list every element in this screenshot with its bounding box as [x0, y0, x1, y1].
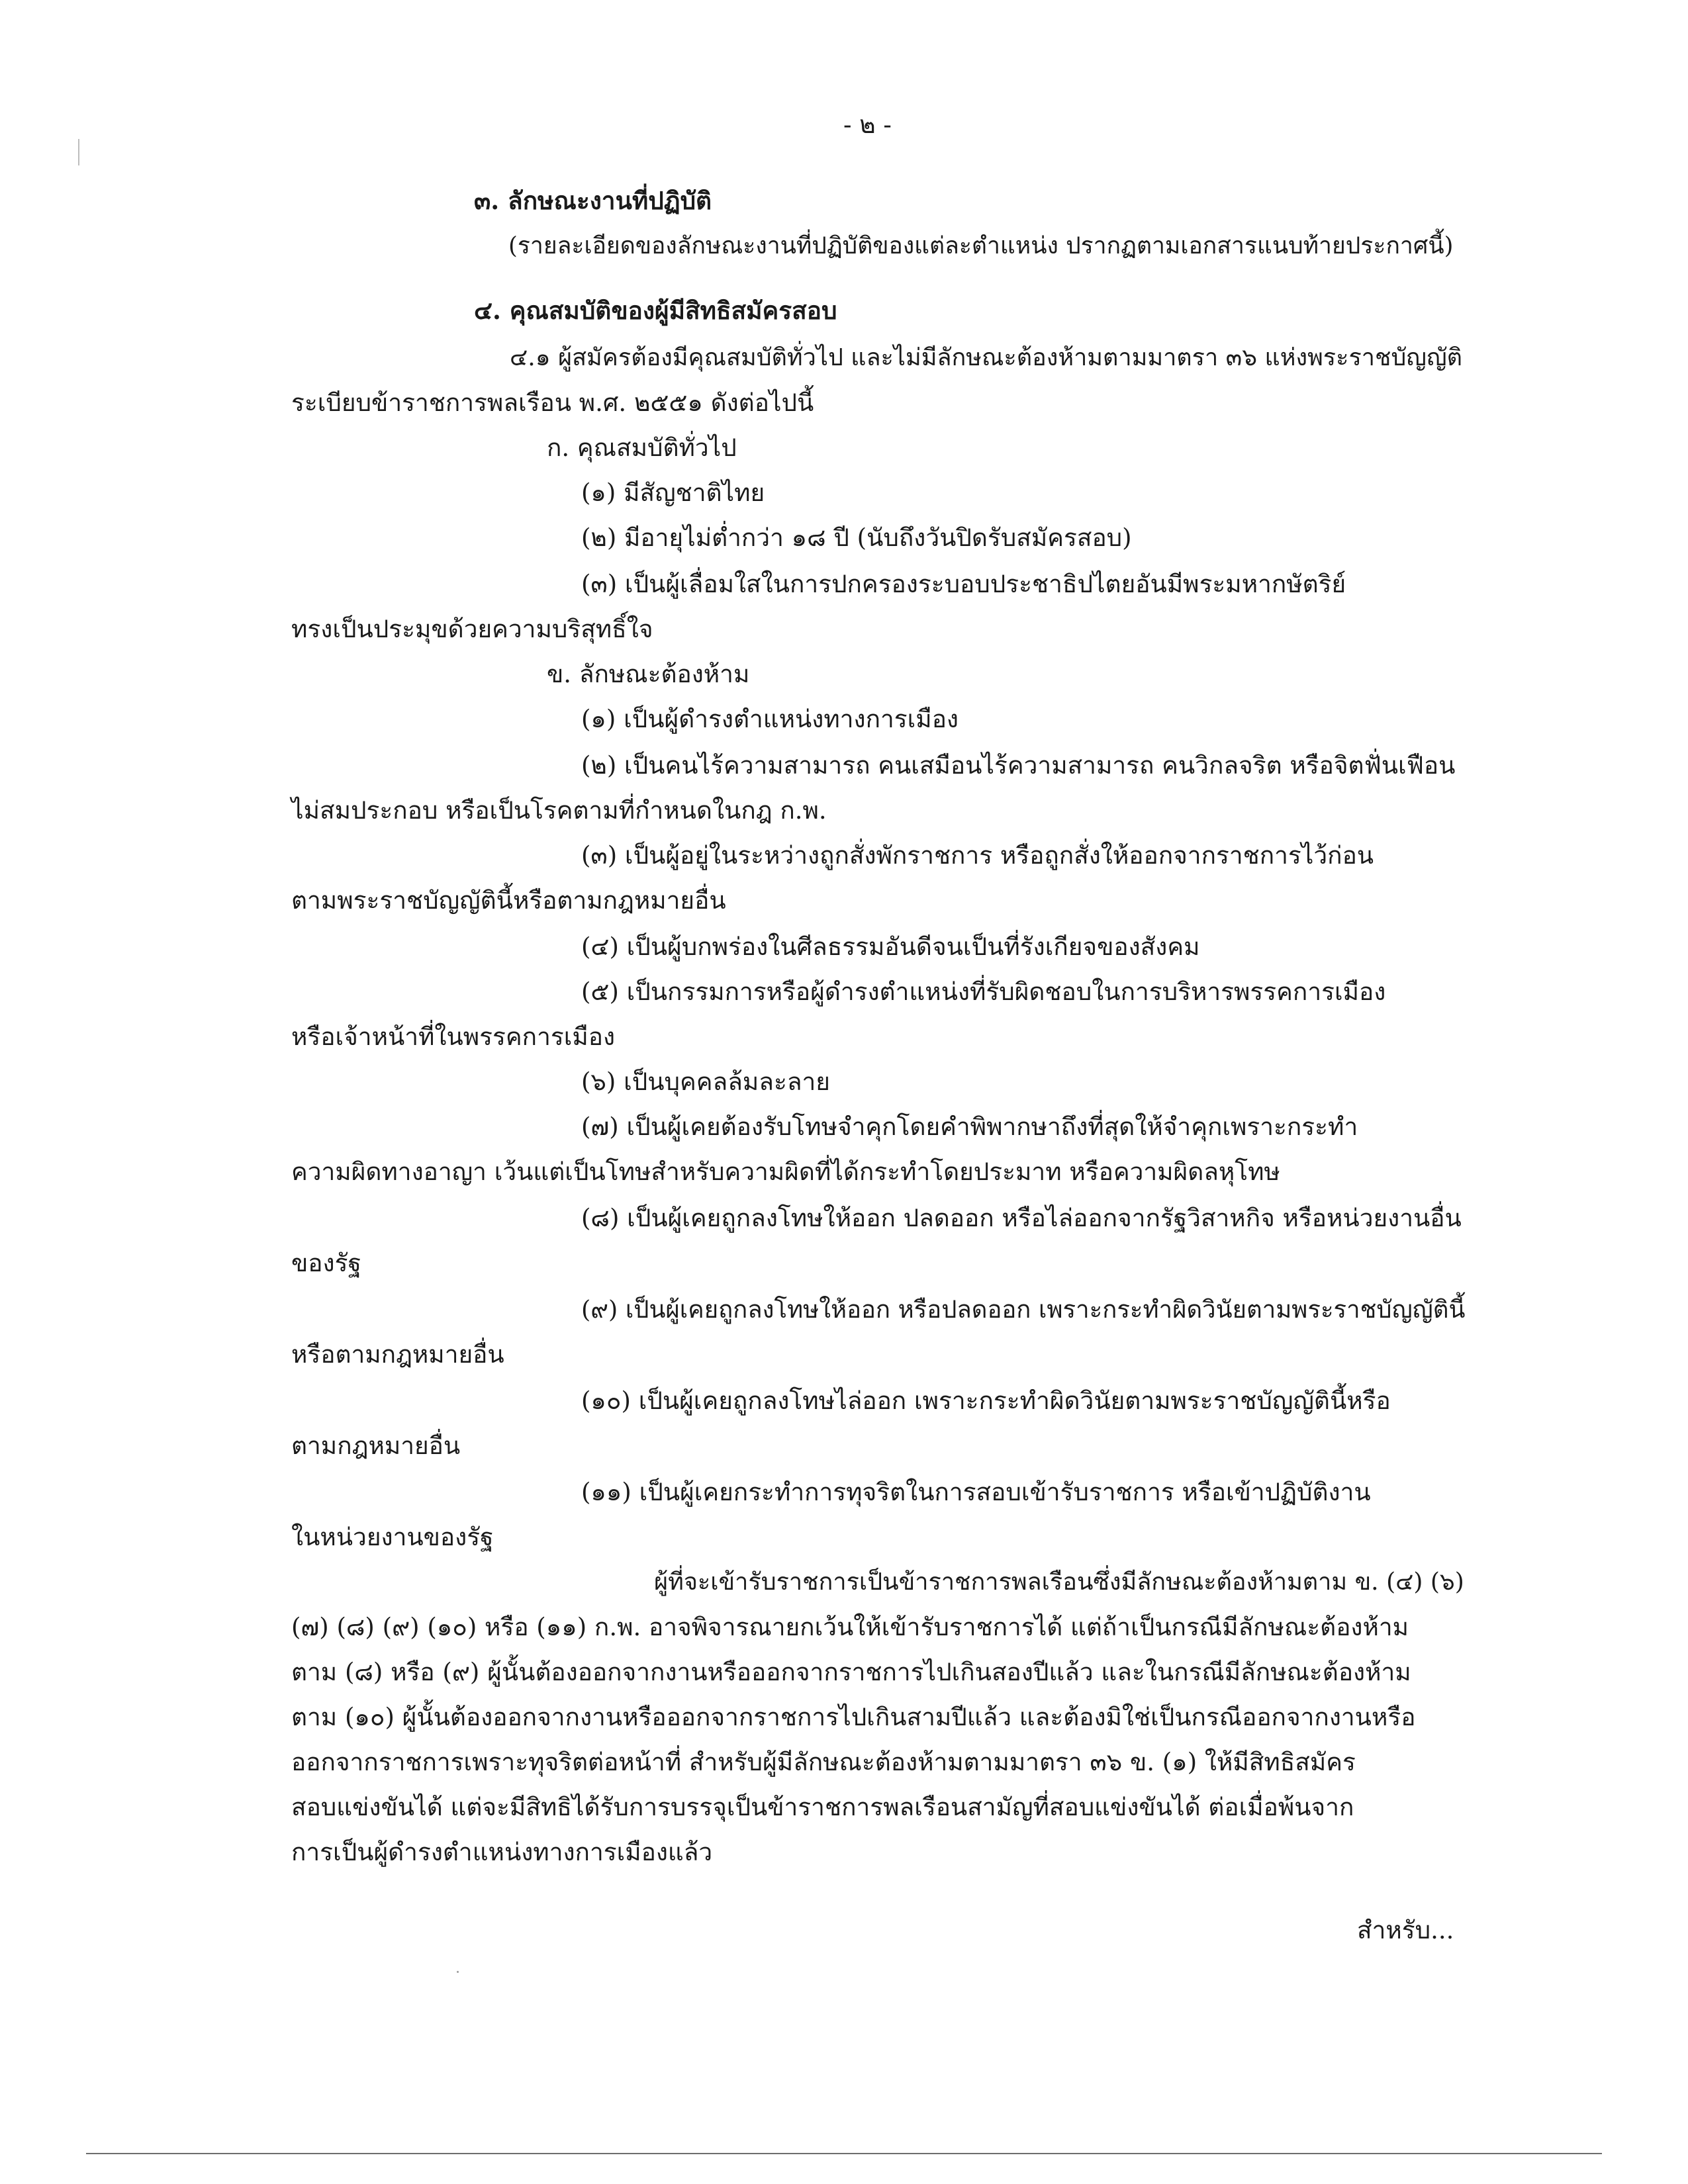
general-qualifications-title: ก. คุณสมบัติทั่วไป — [547, 433, 737, 462]
exemption-line-5: ออกจากราชการเพราะทุจริตต่อหน้าที่ สำหรับผู้มีลักษณะต้องห้ามตามมาตรา ๓๖ ข. (๑) ให้มีสิทธิสมัคร — [291, 1748, 1356, 1776]
prohibited-item-1: (๑) เป็นผู้ดำรงตำแหน่งทางการเมือง — [581, 705, 959, 733]
general-item-1: (๑) มีสัญชาติไทย — [581, 478, 765, 507]
exemption-line-4: ตาม (๑๐) ผู้นั้นต้องออกจากงานหรือออกจากราชการไปเกินสามปีแล้ว และต้องมิใช่เป็นกรณีออกจากงานหรือ — [291, 1703, 1416, 1731]
prohibited-item-7-cont: ความผิดทางอาญา เว้นแต่เป็นโทษสำหรับความผิดที่ได้กระทำโดยประมาท หรือความผิดลหุโทษ — [291, 1158, 1280, 1186]
exemption-line-6: สอบแข่งขันได้ แต่จะมีสิทธิได้รับการบรรจุเป็นข้าราชการพลเรือนสามัญที่สอบแข่งขันได้ ต่อเมื่อพ้นจาก — [291, 1793, 1354, 1821]
prohibited-item-5-cont: หรือเจ้าหน้าที่ในพรรคการเมือง — [291, 1023, 616, 1051]
prohibited-item-2: (๒) เป็นคนไร้ความสามารถ คนเสมือนไร้ความสามารถ คนวิกลจริต หรือจิตฟั่นเฟือน — [581, 751, 1456, 780]
exemption-line-1: ผู้ที่จะเข้ารับราชการเป็นข้าราชการพลเรือนซึ่งมีลักษณะต้องห้ามตาม ข. (๔) (๖) — [654, 1569, 1464, 1596]
exemption-line-7: การเป็นผู้ดำรงตำแหน่งทางการเมืองแล้ว — [291, 1838, 713, 1866]
section-4-1-line-1: ๔.๑ ผู้สมัครต้องมีคุณสมบัติทั่วไป และไม่มีลักษณะต้องห้ามตามมาตรา ๓๖ แห่งพระราชบัญญัติ — [510, 344, 1463, 371]
prohibited-item-7: (๗) เป็นผู้เคยต้องรับโทษจำคุกโดยคำพิพากษาถึงที่สุดให้จำคุกเพราะกระทำ — [581, 1113, 1358, 1141]
general-item-3: (๓) เป็นผู้เลื่อมใสในการปกครองระบอบประชาธิปไตยอันมีพระมหากษัตริย์ — [581, 570, 1346, 598]
prohibited-item-11-cont: ในหน่วยงานของรัฐ — [291, 1523, 494, 1551]
prohibited-item-9: (๙) เป็นผู้เคยถูกลงโทษให้ออก หรือปลดออก เพราะกระทำผิดวินัยตามพระราชบัญญัตินี้ — [581, 1295, 1466, 1324]
footer-rule — [86, 2153, 1602, 2154]
prohibited-title: ข. ลักษณะต้องห้าม — [547, 660, 750, 688]
prohibited-item-8: (๘) เป็นผู้เคยถูกลงโทษให้ออก ปลดออก หรือไล่ออกจากรัฐวิสาหกิจ หรือหน่วยงานอื่น — [581, 1204, 1462, 1232]
section-4-heading: ๔. คุณสมบัติของผู้มีสิทธิสมัครสอบ — [474, 296, 837, 325]
section-3-detail: (รายละเอียดของลักษณะงานที่ปฏิบัติของแต่ละตำแหน่ง ปรากฏตามเอกสารแนบท้ายประกาศนี้) — [508, 232, 1454, 259]
general-item-2: (๒) มีอายุไม่ต่ำกว่า ๑๘ ปี (นับถึงวันปิดรับสมัครสอบ) — [581, 523, 1132, 552]
exemption-line-2: (๗) (๘) (๙) (๑๐) หรือ (๑๑) ก.พ. อาจพิจารณายกเว้นให้เข้ารับราชการได้ แต่ถ้าเป็นกรณีมีลักษณะต้องห้าม — [291, 1613, 1409, 1641]
section-3-heading: ๓. ลักษณะงานที่ปฏิบัติ — [474, 186, 712, 215]
margin-mark — [78, 139, 79, 165]
prohibited-item-10: (๑๐) เป็นผู้เคยถูกลงโทษไล่ออก เพราะกระทำผิดวินัยตามพระราชบัญญัตินี้หรือ — [581, 1387, 1391, 1415]
prohibited-item-5: (๕) เป็นกรรมการหรือผู้ดำรงตำแหน่งที่รับผิดชอบในการบริหารพรรคการเมือง — [581, 978, 1386, 1006]
exemption-line-3: ตาม (๘) หรือ (๙) ผู้นั้นต้องออกจากงานหรือออกจากราชการไปเกินสองปีแล้ว และในกรณีมีลักษณะต้องห้าม — [291, 1658, 1411, 1686]
page-number: - ๒ - — [843, 111, 892, 139]
continuation-text: สำหรับ... — [1357, 1916, 1454, 1944]
prohibited-item-2-cont: ไม่สมประกอบ หรือเป็นโรคตามที่กำหนดในกฎ ก.พ. — [291, 796, 827, 825]
prohibited-item-9-cont: หรือตามกฎหมายอื่น — [291, 1340, 504, 1369]
general-item-3-cont: ทรงเป็นประมุขด้วยความบริสุทธิ์ใจ — [291, 615, 653, 643]
scan-speck — [457, 1971, 459, 1973]
prohibited-item-3: (๓) เป็นผู้อยู่ในระหว่างถูกสั่งพักราชการ หรือถูกสั่งให้ออกจากราชการไว้ก่อน — [581, 841, 1374, 870]
prohibited-item-8-cont: ของรัฐ — [291, 1249, 361, 1277]
prohibited-item-3-cont: ตามพระราชบัญญัตินี้หรือตามกฎหมายอื่น — [291, 886, 726, 915]
prohibited-item-10-cont: ตามกฎหมายอื่น — [291, 1432, 461, 1460]
prohibited-item-4: (๔) เป็นผู้บกพร่องในศีลธรรมอันดีจนเป็นที่รังเกียจของสังคม — [581, 933, 1200, 961]
prohibited-item-6: (๖) เป็นบุคคลล้มละลาย — [581, 1068, 830, 1096]
section-4-1-line-2: ระเบียบข้าราชการพลเรือน พ.ศ. ๒๕๕๑ ดังต่อไปนี้ — [291, 388, 814, 417]
prohibited-item-11: (๑๑) เป็นผู้เคยกระทำการทุจริตในการสอบเข้ารับราชการ หรือเข้าปฏิบัติงาน — [581, 1478, 1371, 1506]
